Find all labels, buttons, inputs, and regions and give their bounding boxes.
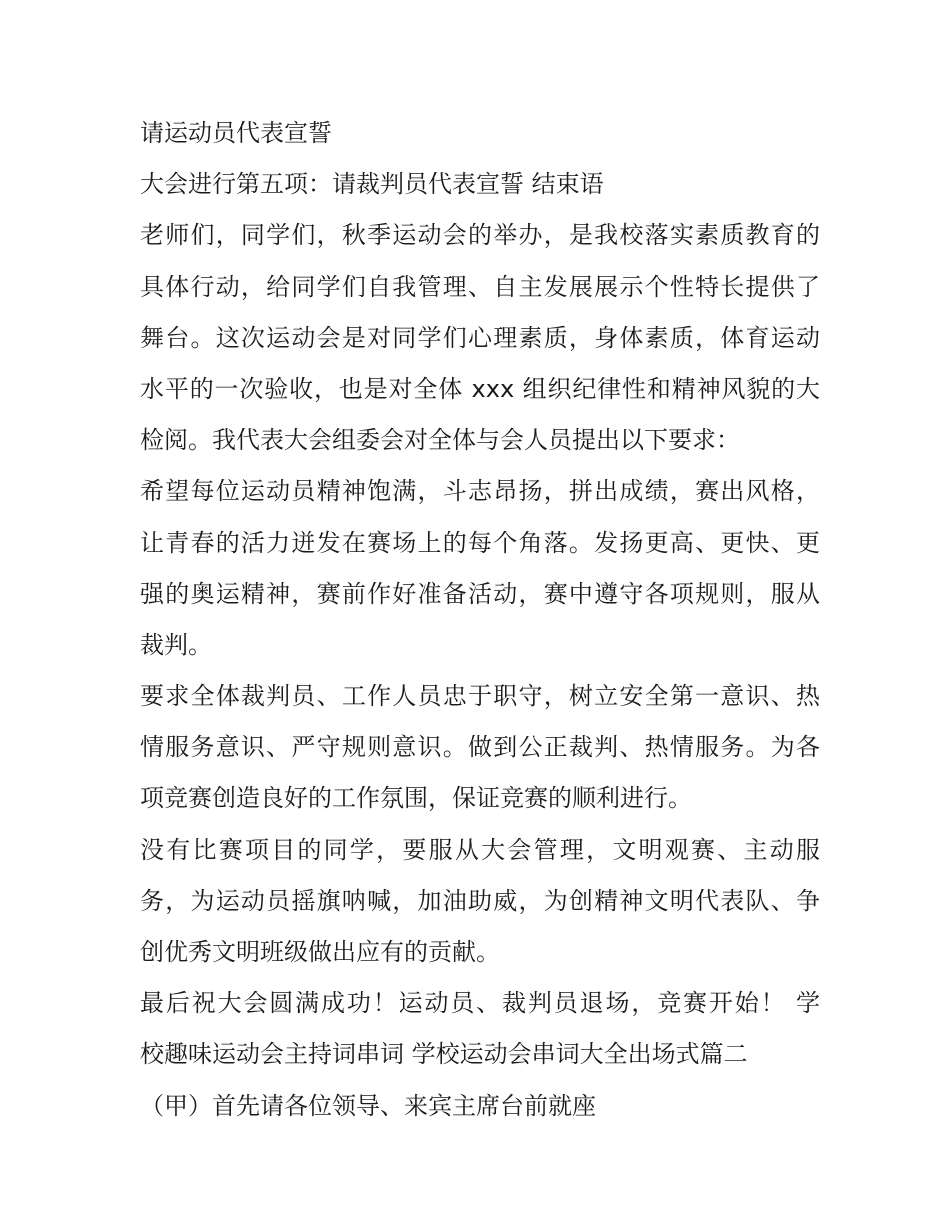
paragraph-athlete-requirements: [140, 466, 820, 671]
text-line: 让青春的活力迸发在赛场上的每个角落。发扬更高、更快、更: [140, 528, 820, 557]
text-line: （甲）首先请各位领导、来宾主席台前就座: [140, 1091, 596, 1120]
text-line: 最后祝大会圆满成功！运动员、裁判员退场，竞赛开始！ 学: [140, 989, 820, 1018]
text-line: 项竞赛创造良好的工作氛围，保证竞赛的顺利进行。: [140, 784, 692, 813]
paragraph-spectator-requirements: [140, 825, 820, 979]
text-line: 校趣味运动会主持词串词 学校运动会串词大全出场式篇二: [140, 1040, 748, 1069]
text-line: 希望每位运动员精神饱满，斗志昂扬，拼出成绩，赛出风格，: [140, 477, 820, 506]
paragraph-athlete-oath: [140, 108, 820, 159]
text-line: 大会进行第五项：请裁判员代表宣誓 结束语: [140, 170, 604, 199]
text-line: 舞台。这次运动会是对同学们心理素质，身体素质，体育运动: [140, 323, 820, 352]
text-line: 裁判。: [140, 630, 212, 659]
text-line: 创优秀文明班级做出应有的贡献。: [140, 938, 500, 966]
text-line: 具体行动，给同学们自我管理、自主发展展示个性特长提供了: [140, 272, 820, 301]
paragraph-closing-intro: [140, 210, 820, 466]
paragraph-part-two-start: [140, 1081, 820, 1132]
document-body: [140, 108, 820, 1132]
text-line: 老师们，同学们，秋季运动会的举办，是我校落实素质教育的: [140, 221, 820, 250]
text-line: 没有比赛项目的同学，要服从大会管理，文明观赛、主动服: [140, 835, 820, 864]
text-line: 强的奥运精神，赛前作好准备活动，赛中遵守各项规则，服从: [140, 579, 820, 608]
paragraph-referee-requirements: [140, 671, 820, 825]
text-line: 检阅。我代表大会组委会对全体与会人员提出以下要求：: [140, 426, 740, 455]
text-line: 水平的一次验收，也是对全体 xxx 组织纪律性和精神风貌的大: [140, 374, 820, 403]
paragraph-referee-oath: [140, 159, 820, 210]
paragraph-final-wishes: [140, 978, 820, 1080]
text-line: 情服务意识、严守规则意识。做到公正裁判、热情服务。为各: [140, 733, 820, 762]
text-line: 要求全体裁判员、工作人员忠于职守，树立安全第一意识、热: [140, 682, 820, 711]
text-line: 请运动员代表宣誓: [140, 119, 332, 147]
text-line: 务，为运动员摇旗呐喊，加油助威，为创精神文明代表队、争: [140, 886, 820, 915]
